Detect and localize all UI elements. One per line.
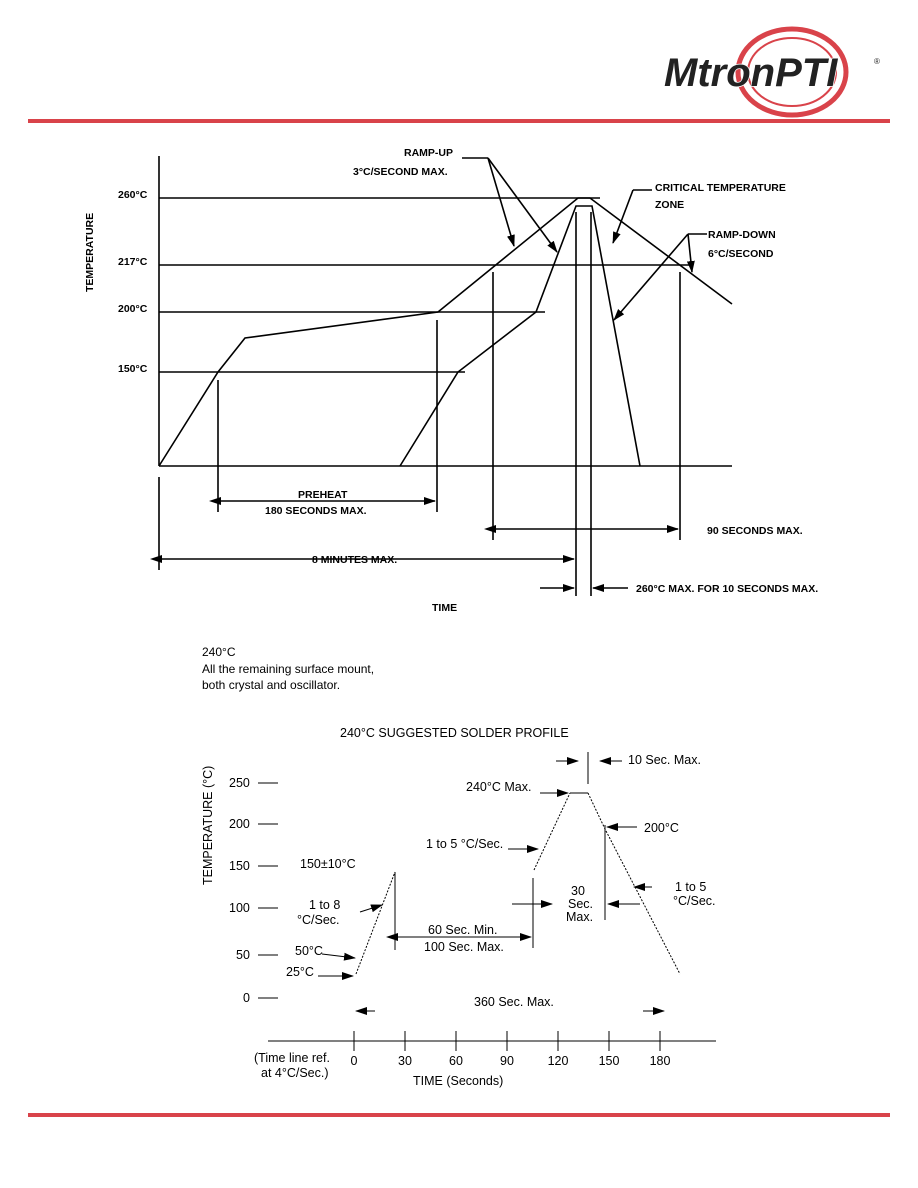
- cool-ramp-label-2: °C/Sec.: [673, 894, 716, 908]
- y-tick-label: 50: [236, 948, 250, 962]
- point-200-label: 200°C: [644, 821, 679, 835]
- x-axis-label: TIME (Seconds): [413, 1074, 504, 1088]
- above-reflow-label-2: Sec.: [568, 897, 594, 911]
- peak-hold-label: 260°C MAX. FOR 10 SECONDS MAX.: [636, 583, 819, 595]
- reflow-ramp-label: 1 to 5 °C/Sec.: [426, 837, 504, 851]
- x-tick-label: 90: [500, 1054, 514, 1068]
- y-axis-label: TEMPERATURE (°C): [201, 765, 215, 885]
- ramp-down-label: RAMP-DOWN: [708, 229, 776, 241]
- above-reflow-label-3: Max.: [566, 910, 594, 924]
- x-tick-label: 180: [649, 1054, 671, 1068]
- level-217-label: 217°C: [118, 256, 148, 268]
- total-time-label: 8 MINUTES MAX.: [312, 554, 398, 566]
- point-25-label: 25°C: [286, 965, 314, 979]
- critical-zone-label-2: ZONE: [655, 199, 685, 211]
- soak-time-label-2: 100 Sec. Max.: [424, 940, 504, 954]
- time-ref-label: (Time line ref.: [254, 1051, 330, 1065]
- y-tick-label: 0: [243, 991, 250, 1005]
- cool-ramp-label: 1 to 5: [675, 880, 707, 894]
- ramp-up-label: RAMP-UP: [404, 147, 453, 159]
- time-above-217-label: 90 SECONDS MAX.: [707, 525, 803, 537]
- solder-profile-240-chart: [0, 700, 918, 1100]
- ramp-up-rate-label: 3°C/SECOND MAX.: [353, 166, 448, 178]
- x-tick-label: 0: [350, 1054, 358, 1068]
- chart-title: 240°C SUGGESTED SOLDER PROFILE: [340, 726, 569, 740]
- x-axis-label: TIME: [432, 602, 458, 614]
- above-reflow-label: 30: [571, 884, 585, 898]
- peak-hold-label: 10 Sec. Max.: [628, 753, 701, 767]
- level-260-label: 260°C: [118, 189, 148, 201]
- svg-text:MtronPTI: MtronPTI: [664, 51, 838, 95]
- y-tick-label: 100: [229, 901, 250, 915]
- critical-zone-label: CRITICAL TEMPERATURE: [655, 182, 786, 194]
- soak-temp-label: 150±10°C: [300, 857, 356, 871]
- level-200-label: 200°C: [118, 303, 148, 315]
- note-line: All the remaining surface mount,: [202, 661, 375, 676]
- point-50-label: 50°C: [295, 944, 323, 958]
- x-tick-label: 60: [449, 1054, 463, 1068]
- total-time-label: 360 Sec. Max.: [474, 995, 554, 1009]
- y-tick-label: 250: [229, 776, 250, 790]
- footer-rule: [28, 1113, 890, 1117]
- x-tick-label: 150: [598, 1054, 620, 1068]
- ramp-down-rate-label: 6°C/SECOND: [708, 248, 774, 260]
- svg-text:®: ®: [874, 57, 880, 66]
- time-ref-label-2: at 4°C/Sec.): [261, 1066, 329, 1080]
- preheat-ramp-label: 1 to 8: [309, 898, 341, 912]
- y-axis-label: TEMPERATURE: [84, 212, 96, 292]
- note-line: both crystal and oscillator.: [202, 678, 341, 692]
- peak-max-label: 240°C Max.: [466, 780, 532, 794]
- preheat-time-label: 180 SECONDS MAX.: [265, 505, 367, 517]
- x-tick-label: 120: [547, 1054, 569, 1068]
- note-line: 240°C: [202, 645, 236, 659]
- preheat-ramp-label-2: °C/Sec.: [297, 913, 340, 927]
- x-tick-label: 30: [398, 1054, 412, 1068]
- level-150-label: 150°C: [118, 363, 148, 375]
- y-tick-label: 150: [229, 859, 250, 873]
- preheat-label: PREHEAT: [298, 489, 348, 501]
- y-tick-label: 200: [229, 817, 250, 831]
- note-240: [202, 644, 374, 694]
- soak-time-label: 60 Sec. Min.: [428, 923, 498, 937]
